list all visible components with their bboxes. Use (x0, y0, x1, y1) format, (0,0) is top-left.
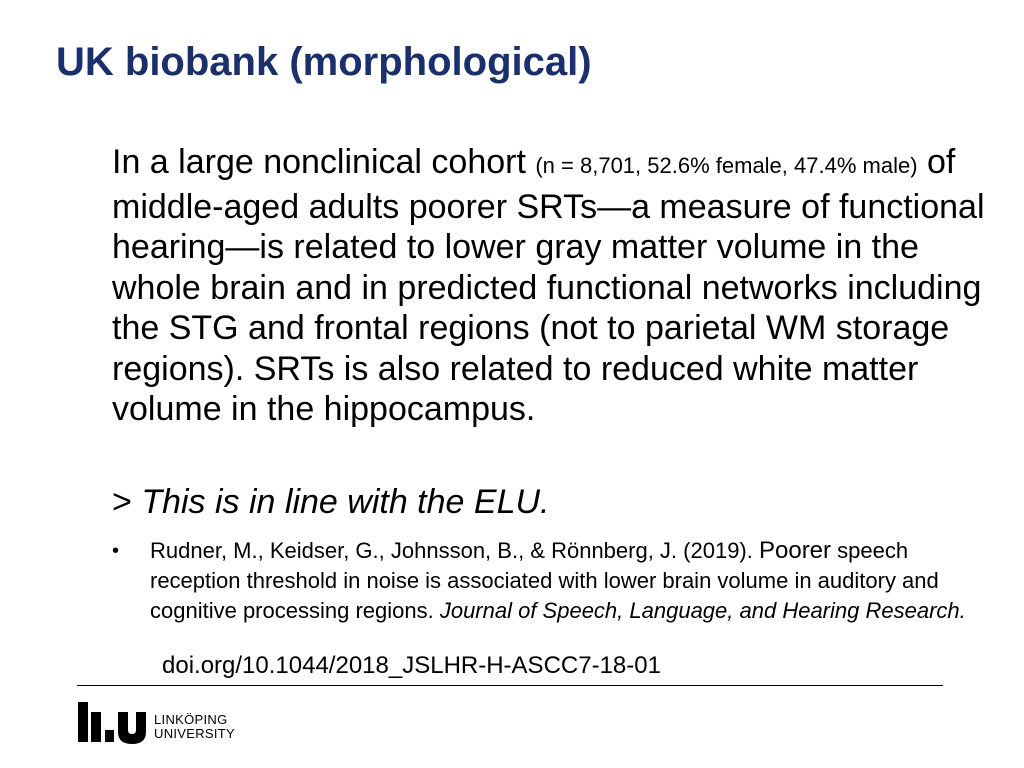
body-text-part3: of middle-aged adults poorer SRTs—a measure of functional hearing—is related to lower gray matter volume in the whole brain and in predicted functional networks including the STG and frontal regions (not to parietal WM storage regions). SRTs is also related to reduced white matter volume in the hippocampus. (112, 143, 985, 428)
conclusion-line (112, 482, 549, 522)
reference-text (150, 536, 992, 626)
reference-title-first-word: Poorer (758, 537, 832, 564)
reference-journal: Journal of Speech, Language, and Hearing Research. (439, 598, 966, 623)
conclusion-text: This is in line with the ELU. (141, 483, 550, 521)
body-paragraph (112, 142, 992, 430)
reference-doi: doi.org/10.1044/2018_JSLHR-H-ASCC7-18-01 (162, 652, 661, 679)
reference-title: speech reception threshold in noise is associated with lower brain volume in auditory and cognitive processing regions. (150, 538, 939, 623)
body-text-part1: In a large nonclinical cohort (112, 143, 536, 181)
footer-divider (77, 685, 943, 686)
conclusion-prefix: > (112, 483, 142, 521)
body-text-cohort-details: (n = 8,701, 52.6% female, 47.4% male) (535, 153, 918, 178)
university-name (154, 713, 235, 741)
slide-title: UK biobank (morphological) (56, 40, 592, 84)
reference-authors: Rudner, M., Keidser, G., Johnsson, B., & Rönnberg, J. (2019). (150, 538, 759, 563)
logo-line-1: LINKÖPING (154, 712, 228, 727)
bullet-icon: • (112, 540, 120, 562)
liu-logo-icon (78, 702, 148, 744)
logo-line-2: UNIVERSITY (154, 726, 236, 741)
